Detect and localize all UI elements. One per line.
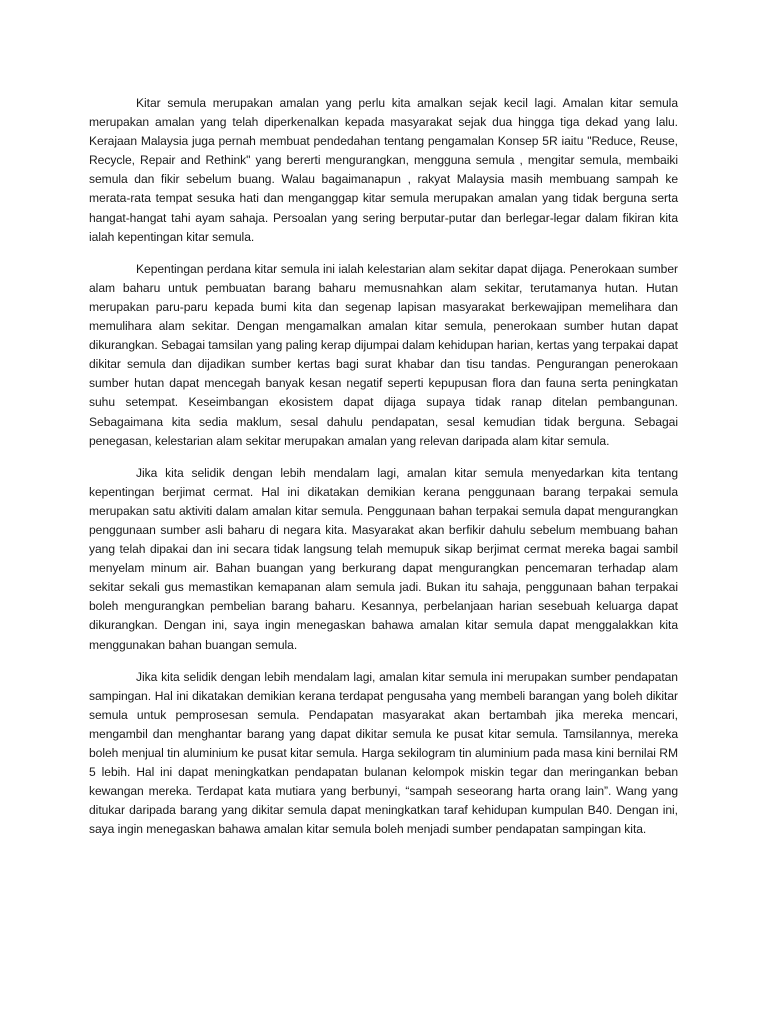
paragraph-intro: Kitar semula merupakan amalan yang perlu kita amalkan sejak kecil lagi. Amalan kitar semula merupakan amalan yang telah diperkenalkan kepada masyarakat sejak dua hingga tiga dekad yang lalu. Kerajaan Malaysia juga pernah membuat pendedahan tentang pengamalan Konsep 5R iaitu "Reduce, Reuse, Recycle, Repair and Rethink" yang bererti mengurangkan, mengguna semula , mengitar semula, membaiki semula dan fikir sebelum buang. Walau bagaimanapun , rakyat Malaysia masih membuang sampah ke merata-rata tempat sesuka hati dan menganggap kitar semula merupakan amalan yang tidak berguna serta hangat-hangat tahi ayam sahaja. Persoalan yang sering berputar-putar dan berlegar-legar dalam fikiran kita ialah kepentingan kitar semula. [89,96,678,244]
paragraph-environment: Kepentingan perdana kitar semula ini ialah kelestarian alam sekitar dapat dijaga. Penerokaan sumber alam baharu untuk pembuatan barang baharu memusnahkan alam sekitar, terutamanya hutan. Hutan merupakan paru-paru kepada bumi kita dan segenap lapisan masyarakat berkewajipan memelihara dan memulihara alam sekitar. Dengan mengamalkan amalan kitar semula, penerokaan sumber hutan dapat dikurangkan. Sebagai tamsilan yang paling kerap dijumpai dalam kehidupan harian, kertas yang terpakai dapat dikitar semula dan dijadikan sumber kertas bagi surat khabar dan tisu tandas. Pengurangan penerokaan sumber hutan dapat mencegah banyak kesan negatif seperti kepupusan flora dan fauna serta peningkatan suhu setempat. Keseimbangan ekosistem dapat dijaga supaya tidak ranap ditelan pembangunan. Sebagaimana kita sedia maklum, sesal dahulu pendapatan, sesal kemudian tidak berguna. Sebagai penegasan, kelestarian alam sekitar merupakan amalan yang relevan daripada alam kitar semula. [89,261,678,448]
paragraph-income: Jika kita selidik dengan lebih mendalam lagi, amalan kitar semula ini merupakan sumber pendapatan sampingan. Hal ini dikatakan demikian kerana terdapat pengusaha yang membeli barangan yang boleh dikitar semula untuk pemprosesan semula. Pendapatan masyarakat akan bertambah jika mereka mencari, mengambil dan menghantar barang yang dapat dikitar semula ke pusat kitar semula. Tamsilannya, mereka boleh menjual tin aluminium ke pusat kitar semula. Harga sekilogram tin aluminium pada masa kini bernilai RM 5 lebih. Hal ini dapat meningkatkan pendapatan bulanan kelompok miskin tegar dan meringankan beban kewangan mereka. Terdapat kata mutiara yang berbunyi, “sampah seseorang harta orang lain”. Wang yang ditukar daripada barang yang dikitar semula dapat meningkatkan taraf kehidupan kumpulan B40. Dengan ini, saya ingin menegaskan bahawa amalan kitar semula boleh menjadi sumber pendapatan sampingan kita. [89,669,678,837]
paragraph-thrift: Jika kita selidik dengan lebih mendalam lagi, amalan kitar semula menyedarkan kita tentang kepentingan berjimat cermat. Hal ini dikatakan demikian kerana penggunaan barang terpakai semula merupakan satu aktiviti dalam amalan kitar semula. Penggunaan bahan terpakai semula dapat mengurangkan penggunaan sumber asli baharu di negara kita. Masyarakat akan berfikir dahulu sebelum membuang bahan yang telah dipakai dan ini secara tidak langsung telah memupuk sikap berjimat cermat mereka bagai sambil menyelam minum air. Bahan buangan yang berkurang dapat mengurangkan pencemaran terhadap alam sekitar sekali gus memastikan kemapanan alam semula jadi. Bukan itu sahaja, penggunaan bahan terpakai boleh mengurangkan pembelian barang baharu. Kesannya, perbelanjaan harian sesebuah keluarga dapat dikurangkan. Dengan ini, saya ingin menegaskan bahawa amalan kitar semula dapat menggalakkan kita menggunakan bahan buangan semula. [89,465,678,652]
